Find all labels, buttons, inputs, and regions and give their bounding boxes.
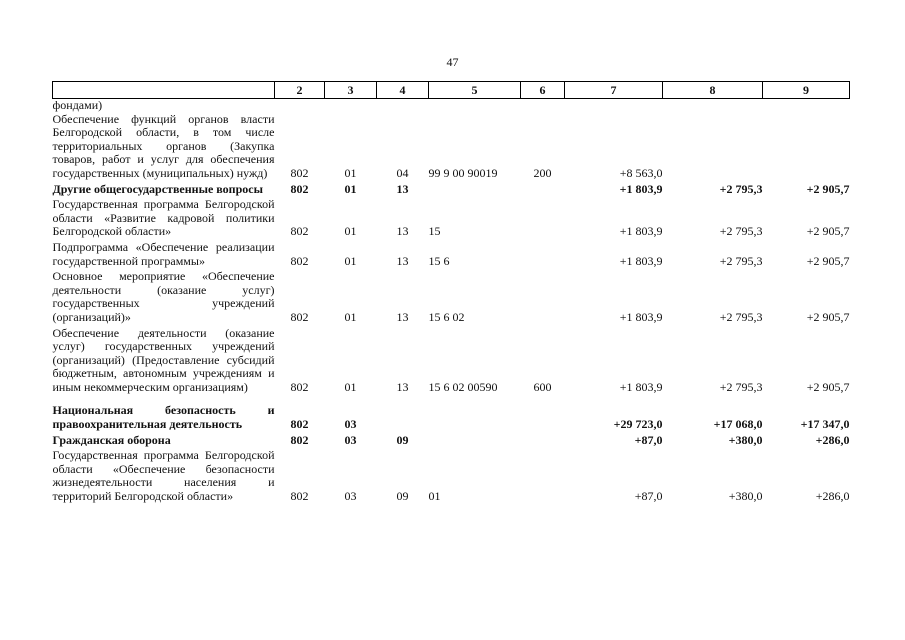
table-row — [53, 241, 850, 270]
cell-c9: +2 905,7 — [806, 379, 850, 394]
cell-c7: +1 803,9 — [619, 379, 663, 394]
cell-c3: 01 — [344, 309, 357, 324]
cell-c9: +2 905,7 — [806, 224, 850, 239]
cell-c4: 13 — [396, 309, 409, 324]
row-name — [53, 99, 275, 183]
cell-c2: 802 — [290, 432, 309, 447]
cell-c9 — [763, 99, 850, 183]
header-col-7: 7 — [565, 82, 663, 99]
cell-c9: +17 347,0 — [800, 417, 850, 432]
cell-c5: 15 6 02 00590 — [428, 379, 498, 394]
cell-c2: 802 — [290, 181, 309, 196]
cell-c6: 200 — [533, 165, 552, 180]
row-name-text: Гражданская оборона — [52, 432, 171, 447]
cell-c7: +1 803,9 — [619, 253, 663, 268]
row-name — [53, 241, 275, 270]
header-col-2: 2 — [275, 82, 325, 99]
row-name-text: Государственная программа Белгородской области «Обеспечение безопасности жизнедеятельности населения и территорий Белгородской области» — [52, 448, 275, 504]
row-name-text: Национальная безопасность и правоохранительная деятельность — [52, 403, 275, 432]
cell-c5 — [429, 434, 521, 450]
row-name-text: Подпрограмма «Обеспечение реализации государственной программы» — [52, 239, 275, 268]
row-name-text: Государственная программа Белгородской области «Развитие кадровой политики Белгородской области» — [52, 197, 275, 239]
row-name — [53, 449, 275, 505]
row-name-text: фондами) — [52, 98, 103, 112]
header-col-8: 8 — [663, 82, 763, 99]
cell-c3: 03 — [344, 489, 357, 504]
row-name — [53, 270, 275, 326]
cell-c3: 01 — [344, 181, 357, 196]
cell-c8: +2 795,3 — [719, 181, 763, 196]
cell-c4: 13 — [396, 253, 409, 268]
row-name — [53, 404, 275, 433]
table-body — [53, 99, 850, 506]
cell-c7: +87,0 — [634, 489, 663, 504]
cell-c9: +2 905,7 — [806, 253, 850, 268]
cell-c3: 01 — [344, 165, 357, 180]
table-row — [53, 327, 850, 397]
cell-c7: +87,0 — [634, 432, 663, 447]
page-number: 47 — [446, 55, 459, 69]
cell-c2: 802 — [290, 165, 309, 180]
cell-c9: +286,0 — [815, 432, 850, 447]
row-name-text: Основное мероприятие «Обеспечение деятельности (оказание услуг) государственных учреждений (организаций)» — [52, 269, 275, 324]
cell-c4: 04 — [396, 165, 409, 180]
cell-c6: 600 — [533, 379, 552, 394]
cell-c7: +29 723,0 — [613, 417, 663, 432]
header-col-6: 6 — [521, 82, 565, 99]
cell-c2: 802 — [290, 224, 309, 239]
cell-c8: +2 795,3 — [719, 224, 763, 239]
cell-c2: 802 — [290, 309, 309, 324]
row-name-text: Другие общегосударственные вопросы — [52, 181, 263, 196]
cell-c5: 99 9 00 90019 — [428, 165, 498, 180]
header-row — [53, 82, 850, 99]
cell-c5: 15 6 02 — [428, 309, 465, 324]
cell-c8: +380,0 — [728, 432, 763, 447]
table-row — [53, 449, 850, 505]
cell-c8 — [663, 99, 763, 183]
cell-c2: 802 — [290, 417, 309, 432]
table-row — [53, 198, 850, 241]
row-name-text: Обеспечение функций органов власти Белгородской области, в том числе территориальных органов (Закупка товаров, работ и услуг для обеспечения государственных (муниципальных) нужд) — [52, 111, 275, 180]
cell-c6 — [521, 183, 565, 199]
row-name — [53, 434, 275, 450]
cell-c5: 01 — [428, 489, 441, 504]
row-name — [53, 198, 275, 241]
cell-c9: +2 905,7 — [806, 181, 850, 196]
cell-c8: +380,0 — [728, 489, 763, 504]
cell-c8: +2 795,3 — [719, 309, 763, 324]
cell-c3: 03 — [344, 417, 357, 432]
cell-c3: 01 — [344, 224, 357, 239]
row-name — [53, 183, 275, 199]
cell-c4: 13 — [396, 181, 409, 196]
cell-c7: +1 803,9 — [619, 224, 663, 239]
cell-c8: +17 068,0 — [713, 417, 763, 432]
cell-c4 — [377, 404, 429, 433]
budget-table — [52, 81, 850, 506]
table-row — [53, 99, 850, 183]
cell-c9: +2 905,7 — [806, 309, 850, 324]
cell-c8: +2 795,3 — [719, 253, 763, 268]
cell-c5: 15 6 — [428, 253, 450, 268]
cell-c7: +1 803,9 — [619, 309, 663, 324]
cell-c6 — [521, 241, 565, 270]
cell-c5 — [429, 183, 521, 199]
cell-c5 — [429, 404, 521, 433]
cell-c2: 802 — [290, 379, 309, 394]
cell-c4: 09 — [396, 432, 409, 447]
header-col-5: 5 — [429, 82, 521, 99]
cell-c6 — [521, 449, 565, 505]
cell-c6 — [521, 198, 565, 241]
table-row — [53, 404, 850, 433]
cell-c4: 13 — [396, 379, 409, 394]
header-col-3: 3 — [325, 82, 377, 99]
cell-c7: +8 563,0 — [619, 165, 663, 180]
cell-c7: +1 803,9 — [619, 181, 663, 196]
cell-c6 — [521, 270, 565, 326]
table-row — [53, 270, 850, 326]
header-col-1 — [53, 82, 275, 99]
table-row — [53, 434, 850, 450]
cell-c8: +2 795,3 — [719, 379, 763, 394]
cell-c6 — [521, 434, 565, 450]
header-col-4: 4 — [377, 82, 429, 99]
row-name — [53, 327, 275, 397]
cell-c4: 09 — [396, 489, 409, 504]
row-name-text: Обеспечение деятельности (оказание услуг) государственных учреждений (организаций) (Предоставление субсидий бюджетным, автономным учреждениям и иным некоммерческим организациям) — [52, 325, 275, 394]
cell-c2: 802 — [290, 489, 309, 504]
cell-c9: +286,0 — [815, 489, 850, 504]
table-row — [53, 183, 850, 199]
cell-c5: 15 — [428, 224, 441, 239]
header-col-9: 9 — [763, 82, 850, 99]
cell-c2: 802 — [290, 253, 309, 268]
cell-c3: 03 — [344, 432, 357, 447]
cell-c3: 01 — [344, 379, 357, 394]
cell-c4: 13 — [396, 224, 409, 239]
cell-c3: 01 — [344, 253, 357, 268]
cell-c6 — [521, 404, 565, 433]
